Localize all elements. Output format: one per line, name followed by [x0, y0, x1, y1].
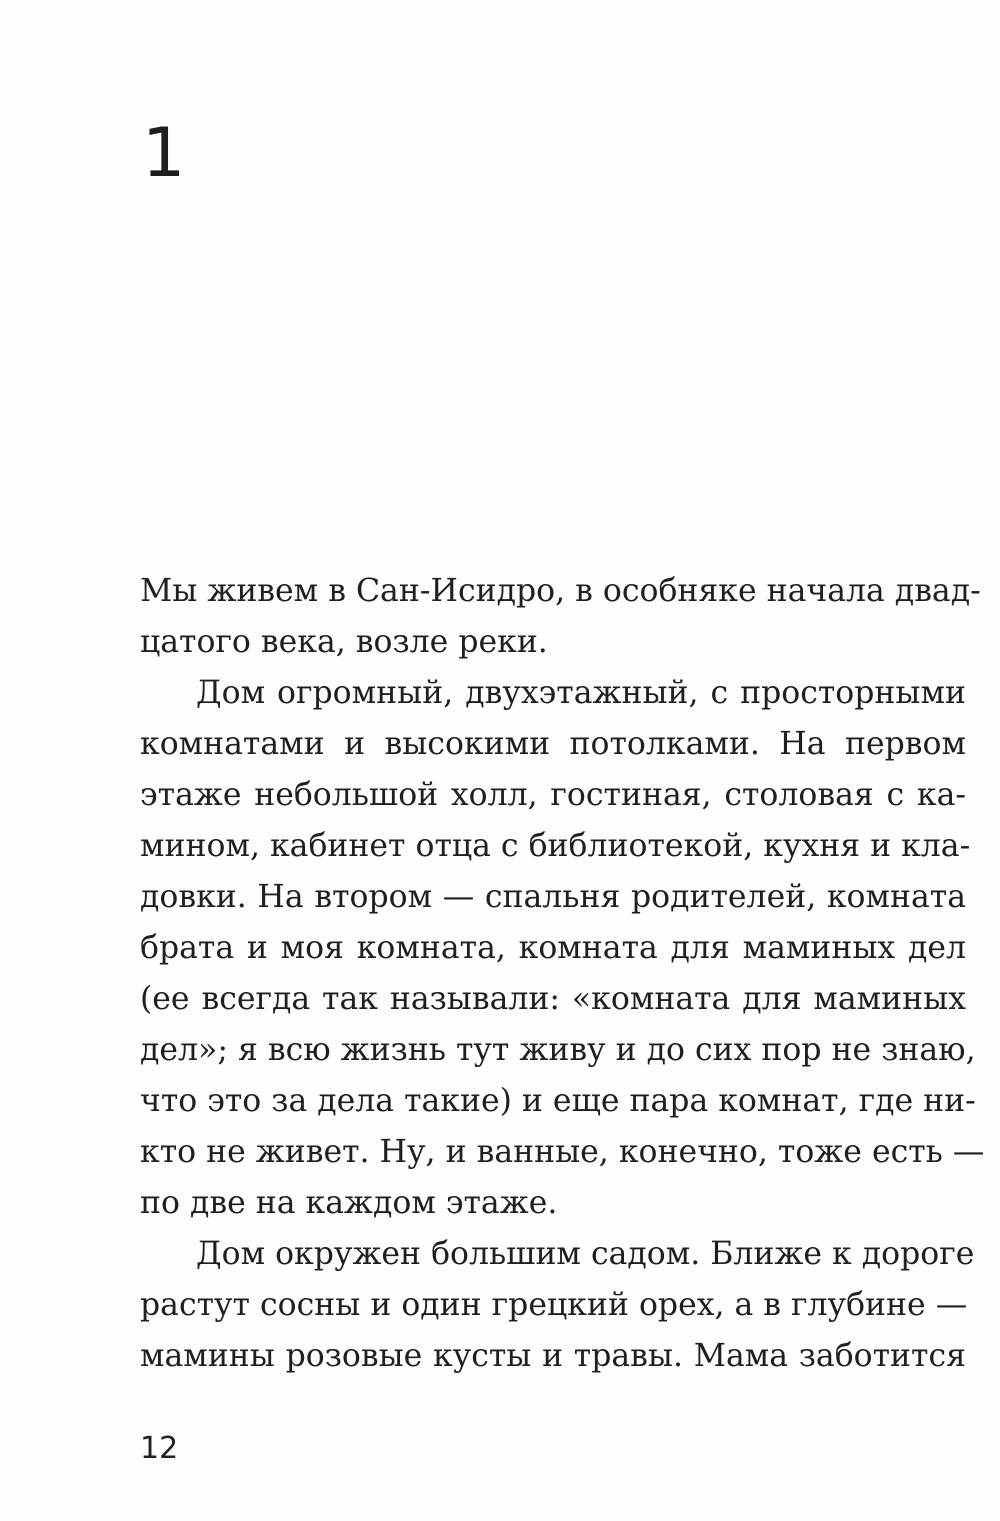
text-line: (ее всегда так называли: «комната для маминых: [140, 981, 966, 1017]
text-line: этаже небольшой холл, гостиная, столовая с ка-: [140, 777, 966, 813]
text-line: комнатами и высокими потолками. На первом: [140, 726, 966, 762]
text-line: мамины розовые кусты и травы. Мама заботится: [140, 1338, 966, 1374]
chapter-number: 1: [142, 114, 186, 193]
text-line: что это за дела такие) и еще пара комнат, где ни-: [140, 1083, 976, 1119]
text-line: кто не живет. Ну, и ванные, конечно, тоже есть —: [140, 1134, 985, 1170]
page-number: 12: [140, 1431, 179, 1466]
text-line: брата и моя комната, комната для маминых дел: [140, 930, 966, 966]
text-line: Дом окружен большим садом. Ближе к дороге: [196, 1236, 975, 1272]
text-line: дел»; я всю жизнь тут живу и до сих пор не знаю,: [140, 1032, 976, 1068]
text-line: мином, кабинет отца с библиотекой, кухня и кла-: [140, 828, 971, 864]
text-line: Мы живем в Сан-Исидро, в особняке начала двад-: [140, 573, 981, 609]
body-text: [140, 566, 985, 1382]
text-line: довки. На втором — спальня родителей, комната: [140, 879, 966, 915]
text-line: по две на каждом этаже.: [140, 1185, 558, 1221]
text-line: Дом огромный, двухэтажный, с просторными: [196, 675, 966, 711]
text-line: растут сосны и один грецкий орех, а в глубине —: [140, 1287, 968, 1323]
text-line: цатого века, возле реки.: [140, 624, 548, 660]
